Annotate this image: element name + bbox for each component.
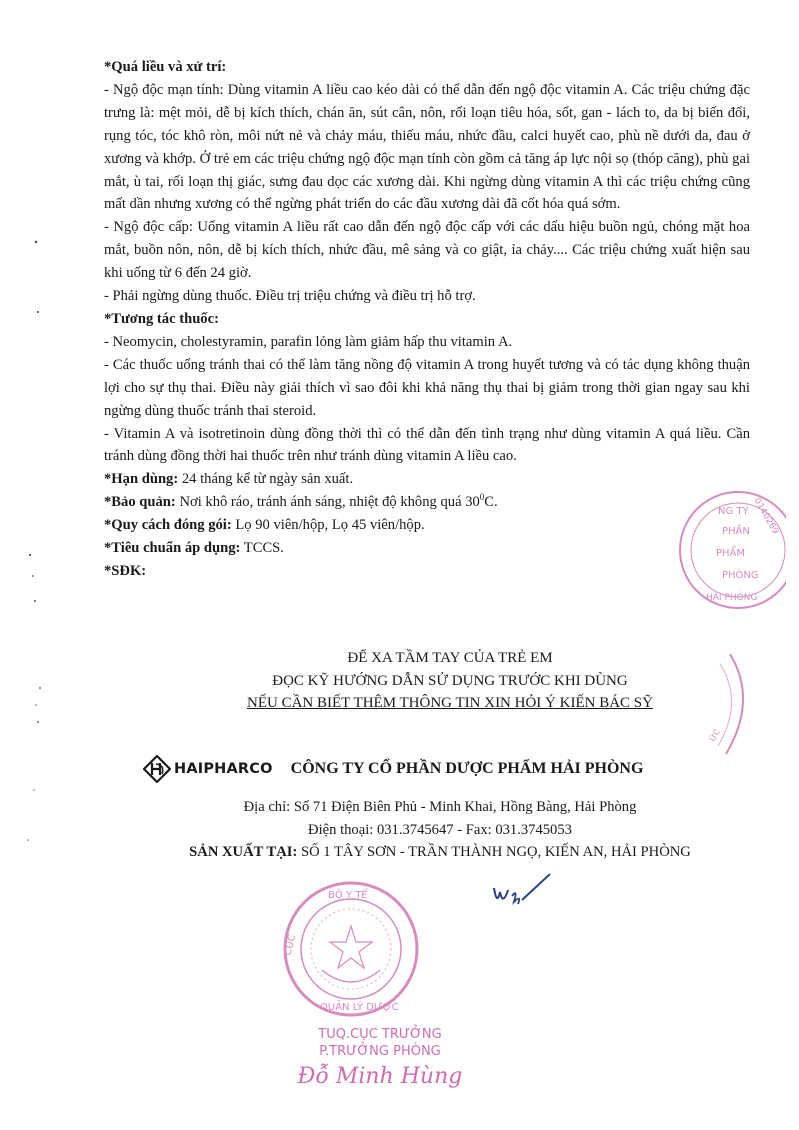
registration-label: *SĐK: [104,562,147,579]
interaction-item-1: - Neomycin, cholestyramin, parafin lỏng làm giảm hấp thu vitamin A. [104,333,513,350]
svg-text:NG TY: NG TY [718,506,749,517]
company-seal-stamp [676,470,786,630]
company-header [143,754,683,784]
signature-title-1: TUQ.CỤC TRƯỞNG [318,1027,442,1042]
company-address: Địa chỉ: Số 71 Điện Biên Phủ - Minh Khai, Hồng Bàng, Hải Phòng [243,799,637,815]
svg-text:HẢI PHÒNG: HẢI PHÒNG [706,593,758,603]
overdose-chronic-paragraph: - Ngộ độc mạn tính: Dùng vitamin A liều cao kéo dài có thể dẫn đến ngộ độc vitamin A. Các triệu chứng đặc trưng là: mệt mỏi, dễ bị kích thích, chán ăn, sút cân, nôn, rối loạn tiêu hóa, sốt, gan - lách to, da bị biến đổi, rụng tóc, tóc khô ròn, môi nứt nẻ và chảy máu, thiếu máu, nhức đầu, calci huyết cao, phù nề dưới da, đau ở xương và khớp. Ở trẻ em các triệu chứng ngộ độc mạn tính còn gồm cả tăng áp lực nội sọ (thóp căng), phù gai mắt, ù tai, rối loạn thị giác, sưng đau dọc các xương dài. Khi ngừng dùng vitamin A thì các triệu chứng cũng mất dần nhưng xương có thể ngừng phát triển do các đầu xương dài đã cốt hóa quá sớm. [104,81,750,213]
company-phone-fax: Điện thoại: 031.3745647 - Fax: 031.3745053 [308,821,572,838]
svg-text:0140269: 0140269 [751,496,781,537]
interaction-item-3: - Vitamin A và isotretinoin dùng đồng thời thì có thể dẫn đến tình trạng như dùng vitamin A quá liều. Cần tránh dùng đồng thời hai thuốc trên như tránh dùng vitamin A liều cao. [104,425,750,465]
overdose-acute-paragraph: - Ngộ độc cấp: Uống vitamin A liều rất cao dẫn đến ngộ độc cấp với các dấu hiệu buồn ngủ, chóng mặt hoa mắt, buồn nôn, nôn, dễ bị kích thích, nhức đầu, mê sảng và co giật, ỉa chảy.... Các triệu chứng xuất hiện sau khi uống từ 6 đến 24 giờ. [104,219,750,282]
haipharco-logo-icon [143,755,171,783]
svg-text:PHẨM: PHẨM [716,548,746,559]
packaging-value: Lọ 90 viên/hộp, Lọ 45 viên/hộp. [235,517,425,534]
seal-fragment-stamp [700,650,760,760]
storage-degree: 0 [479,492,485,503]
standard-value: TCCS. [243,540,284,557]
storage-value: Nơi khô ráo, tránh ánh sáng, nhiệt độ không quá 30 [179,494,480,511]
warning-block [150,647,750,715]
warning-ask-doctor: NẾU CẦN BIẾT THÊM THÔNG TIN XIN HỎI Ý KIẾN BÁC SỸ [247,695,653,711]
svg-text:PHÒNG: PHÒNG [722,570,759,581]
svg-text:BỘ Y TẾ: BỘ Y TẾ [328,890,368,901]
overdose-heading: *Quá liều và xử trí: [104,59,227,75]
shelf-life-line [104,468,750,491]
company-logo-text: HAIPHARCO [174,761,273,777]
standard-line [104,537,750,560]
svg-text:PHẦN: PHẦN [722,526,750,537]
interactions-heading: *Tương tác thuốc: [104,310,219,327]
manufacture-address: SỐ 1 TÂY SƠN - TRẦN THÀNH NGỌ, KIẾN AN, HẢI PHÒNG [300,844,691,860]
storage-unit: C. [484,494,498,511]
signature-title-2: P.TRƯỞNG PHÒNG [319,1044,441,1059]
ministry-seal-stamp [276,874,426,1024]
signatory-name: Đỗ Minh Hùng [297,1064,463,1089]
storage-line [104,491,750,514]
warning-keep-away: ĐỂ XA TẦM TAY CỦA TRẺ EM [347,650,553,666]
standard-label: *Tiêu chuẩn áp dụng: [104,540,241,557]
warning-read-instructions: ĐỌC KỸ HƯỚNG DẪN SỬ DỤNG TRƯỚC KHI DÙNG [272,672,628,689]
signature-block [270,1026,490,1092]
packaging-line [104,514,750,537]
packaging-label: *Quy cách đóng gói: [104,517,232,534]
handwritten-signature [488,870,558,916]
company-name: CÔNG TY CỔ PHẦN DƯỢC PHẨM HẢI PHÒNG [290,760,644,777]
storage-label: *Bảo quản: [104,494,176,511]
manufacture-line [140,841,740,864]
svg-text:QUẢN LÝ DƯỢC: QUẢN LÝ DƯỢC [320,1002,399,1013]
svg-text:ỨC: ỨC [707,727,722,743]
company-contact [140,796,740,864]
svg-text:CỤC: CỤC [282,933,299,957]
leaflet-body [104,56,750,583]
manufacture-label: SẢN XUẤT TẠI: [189,844,298,860]
interaction-item-2: - Các thuốc uống tránh thai có thể làm tăng nồng độ vitamin A trong huyết tương và có tác dụng không thuận lợi cho sự thụ thai. Điều này giải thích vì sao đôi khi khả năng thụ thai bị giảm trong thời gian ngay sau khi ngừng dùng thuốc tránh thai steroid. [104,356,750,419]
overdose-treatment-paragraph: - Phải ngừng dùng thuốc. Điều trị triệu chứng và điều trị hỗ trợ. [104,288,476,305]
shelf-life-value: 24 tháng kể từ ngày sản xuất. [181,471,354,488]
shelf-life-label: *Hạn dùng: [104,471,179,488]
